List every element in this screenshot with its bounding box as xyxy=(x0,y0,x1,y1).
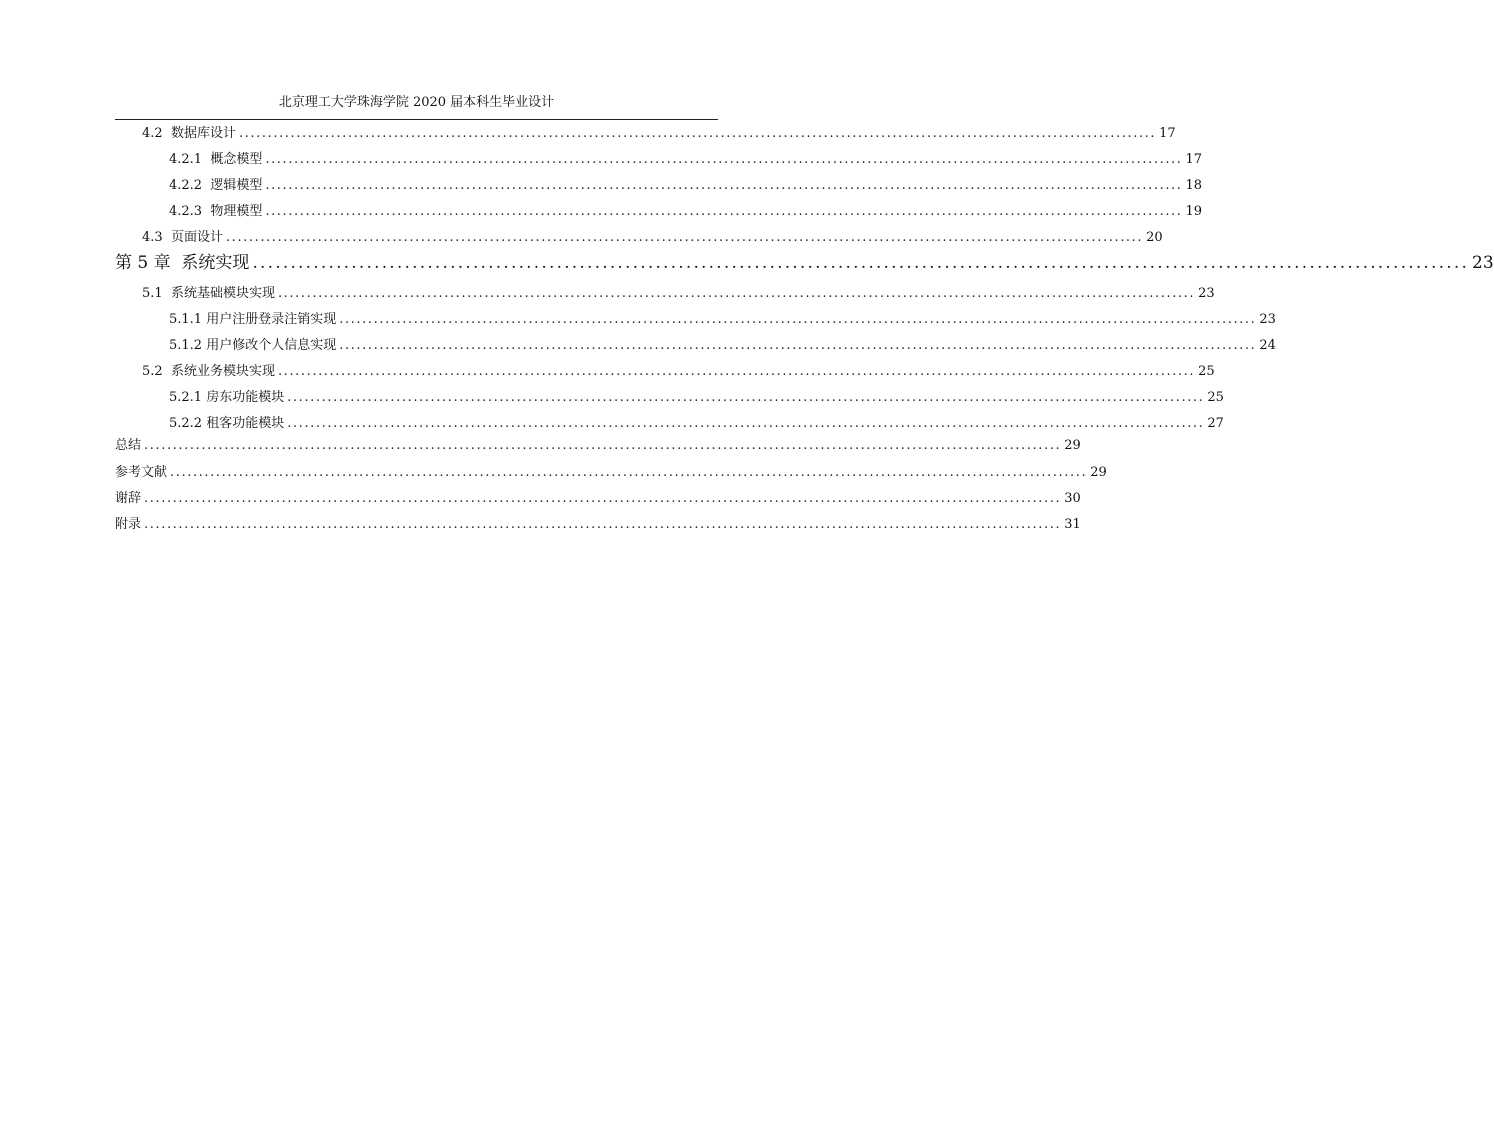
toc-leader-dots: ................................................................................................................................................................ xyxy=(170,465,1088,480)
toc-entry-5-1[interactable] xyxy=(142,285,1215,303)
toc-entry-label: 4.2.2 逻辑模型 xyxy=(169,178,263,193)
toc-entry-4-2-1[interactable] xyxy=(169,151,1203,169)
toc-entry-label: 5.2.1 房东功能模块 xyxy=(169,390,285,405)
toc-leader-dots: ................................................................................................................................................................ xyxy=(277,286,1196,301)
toc-leader-dots: ................................................................................................................................................................ xyxy=(265,152,1183,167)
toc-entry-label: 5.1.2 用户修改个人信息实现 xyxy=(169,338,337,353)
toc-entry-label: 4.2.1 概念模型 xyxy=(169,152,263,167)
toc-leader-dots: ................................................................................................................................................................ xyxy=(287,390,1205,405)
toc-entry-5-1-2[interactable] xyxy=(169,337,1276,355)
toc-entry-4-2-2[interactable] xyxy=(169,177,1203,195)
toc-entry-label: 4.3 页面设计 xyxy=(142,230,223,245)
toc-leader-dots: ................................................................................................................................................................ xyxy=(238,126,1157,141)
toc-page-number: 23 xyxy=(1198,286,1215,301)
toc-page-number: 31 xyxy=(1064,517,1081,532)
toc-entry-label: 5.1.1 用户注册登录注销实现 xyxy=(169,312,337,327)
toc-entry-chapter-5[interactable] xyxy=(115,252,1494,274)
toc-page-number: 23 xyxy=(1472,253,1494,273)
toc-page-number: 30 xyxy=(1064,491,1081,506)
toc-entry-references[interactable] xyxy=(115,464,1107,482)
toc-entry-5-2-1[interactable] xyxy=(169,389,1224,407)
toc-entry-label: 5.1 系统基础模块实现 xyxy=(142,286,275,301)
toc-page-number: 23 xyxy=(1259,312,1276,327)
toc-entry-label: 5.2 系统业务模块实现 xyxy=(142,364,275,379)
toc-entry-label: 谢辞 xyxy=(115,491,142,506)
toc-entry-appendix[interactable] xyxy=(115,516,1081,534)
toc-leader-dots: ................................................................................................................................................................ xyxy=(287,416,1205,431)
toc-leader-dots: ................................................................................................................................................................ xyxy=(252,253,1470,273)
header-title: 北京理工大学珠海学院 2020 届本科生毕业设计 xyxy=(278,95,555,110)
toc-entry-4-2-3[interactable] xyxy=(169,203,1203,221)
toc-page-number: 29 xyxy=(1090,465,1107,480)
toc-page-number: 29 xyxy=(1064,438,1081,453)
toc-page-number: 19 xyxy=(1185,204,1203,219)
toc-entry-label: 附录 xyxy=(115,517,142,532)
toc-leader-dots: ................................................................................................................................................................ xyxy=(144,517,1062,532)
toc-entry-acknowledgements[interactable] xyxy=(115,490,1081,508)
toc-entry-5-2[interactable] xyxy=(142,363,1215,381)
toc-leader-dots: ................................................................................................................................................................ xyxy=(144,438,1062,453)
toc-entry-5-1-1[interactable] xyxy=(169,311,1276,329)
toc-entry-label: 5.2.2 租客功能模块 xyxy=(169,416,285,431)
toc-entry-4-2[interactable] xyxy=(142,125,1176,143)
toc-leader-dots: ................................................................................................................................................................ xyxy=(144,491,1062,506)
toc-leader-dots: ................................................................................................................................................................ xyxy=(339,312,1257,327)
toc-entry-label: 参考文献 xyxy=(115,465,168,480)
toc-entry-label: 总结 xyxy=(115,438,142,453)
toc-leader-dots: ................................................................................................................................................................ xyxy=(265,204,1183,219)
toc-entry-label: 第 5 章 系统实现 xyxy=(115,253,250,273)
toc-leader-dots: ................................................................................................................................................................ xyxy=(277,364,1196,379)
toc-entry-summary[interactable] xyxy=(115,437,1081,455)
toc-page-number: 25 xyxy=(1207,390,1224,405)
toc-page-number: 20 xyxy=(1146,230,1163,245)
toc-entry-4-3[interactable] xyxy=(142,229,1163,247)
toc-page-number: 24 xyxy=(1259,338,1276,353)
toc-entry-label: 4.2.3 物理模型 xyxy=(169,204,263,219)
toc-entry-label: 4.2 数据库设计 xyxy=(142,126,236,141)
toc-leader-dots: ................................................................................................................................................................ xyxy=(339,338,1257,353)
toc-page-number: 18 xyxy=(1185,178,1203,193)
toc-page-number: 17 xyxy=(1159,126,1176,141)
toc-leader-dots: ................................................................................................................................................................ xyxy=(265,178,1183,193)
toc-entry-5-2-2[interactable] xyxy=(169,415,1224,433)
toc-page-number: 17 xyxy=(1185,152,1203,167)
toc-page-number: 27 xyxy=(1207,416,1224,431)
toc-page-number: 25 xyxy=(1198,364,1215,379)
toc-leader-dots: ................................................................................................................................................................ xyxy=(225,230,1144,245)
